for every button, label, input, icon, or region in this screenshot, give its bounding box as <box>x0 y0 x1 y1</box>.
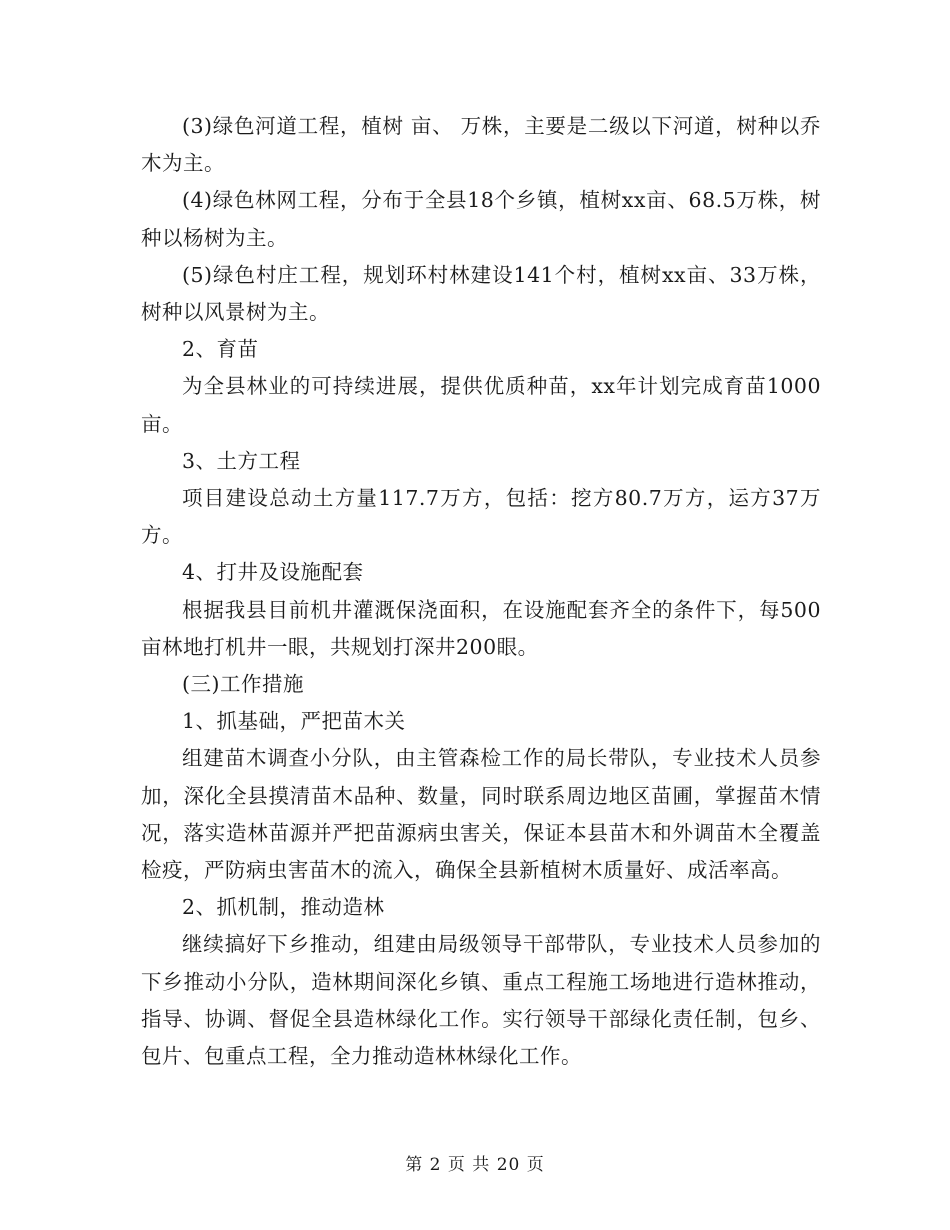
section-heading-measures: (三)工作措施 <box>182 672 304 697</box>
section-heading-seedlings: 2、育苗 <box>182 337 259 362</box>
paragraph-green-forest-network: (4)绿色林网工程，分布于全县18个乡镇，植树xx亩、68.5万株，树种以杨树为主。 <box>141 188 821 250</box>
paragraph-green-village: (5)绿色村庄工程，规划环村林建设141个村，植树xx亩、33万株，树种以风景树为主。 <box>141 262 821 325</box>
paragraph-mechanism: 继续搞好下乡推动，组建由局级领导干部带队，专业技术人员参加的下乡推动小分队，造林期间深化乡镇、重点工程施工场地进行造林推动，指导、协调、督促全县造林绿化工作。实行领导干部绿化责任制，包乡、包片、包重点工程，全力推动造林林绿化工作。 <box>141 932 821 1069</box>
page-number-label: 第 2 页 共 20 页 <box>405 1155 545 1175</box>
page-footer <box>0 1150 950 1175</box>
paragraph-earthwork: 项目建设总动土方量117.7万方，包括：挖方80.7万方，运方37万方。 <box>141 486 821 548</box>
section-heading-earthwork: 3、土方工程 <box>182 448 301 473</box>
paragraph-foundation: 组建苗木调查小分队，由主管森检工作的局长带队，专业技术人员参加，深化全县摸清苗木品种、数量，同时联系周边地区苗圃，掌握苗木情况，落实造林苗源并严把苗源病虫害关，保证本县苗木和外调苗木全覆盖检疫，严防病虫害苗木的流入，确保全县新植树木质量好、成活率高。 <box>141 746 821 883</box>
subsection-heading-foundation: 1、抓基础，严把苗木关 <box>182 709 406 734</box>
section-heading-wells: 4、打井及设施配套 <box>182 560 364 585</box>
paragraph-seedlings: 为全县林业的可持续进展，提供优质种苗，xx年计划完成育苗1000亩。 <box>141 374 821 436</box>
paragraph-green-river: (3)绿色河道工程，植树 亩、 万株，主要是二级以下河道，树种以乔木为主。 <box>141 114 821 176</box>
subsection-heading-mechanism: 2、抓机制，推动造林 <box>182 895 385 920</box>
paragraph-wells: 根据我县目前机井灌溉保浇面积，在设施配套齐全的条件下，每500亩林地打机井一眼，共规划打深井200眼。 <box>141 597 821 659</box>
document-body <box>141 108 821 1075</box>
